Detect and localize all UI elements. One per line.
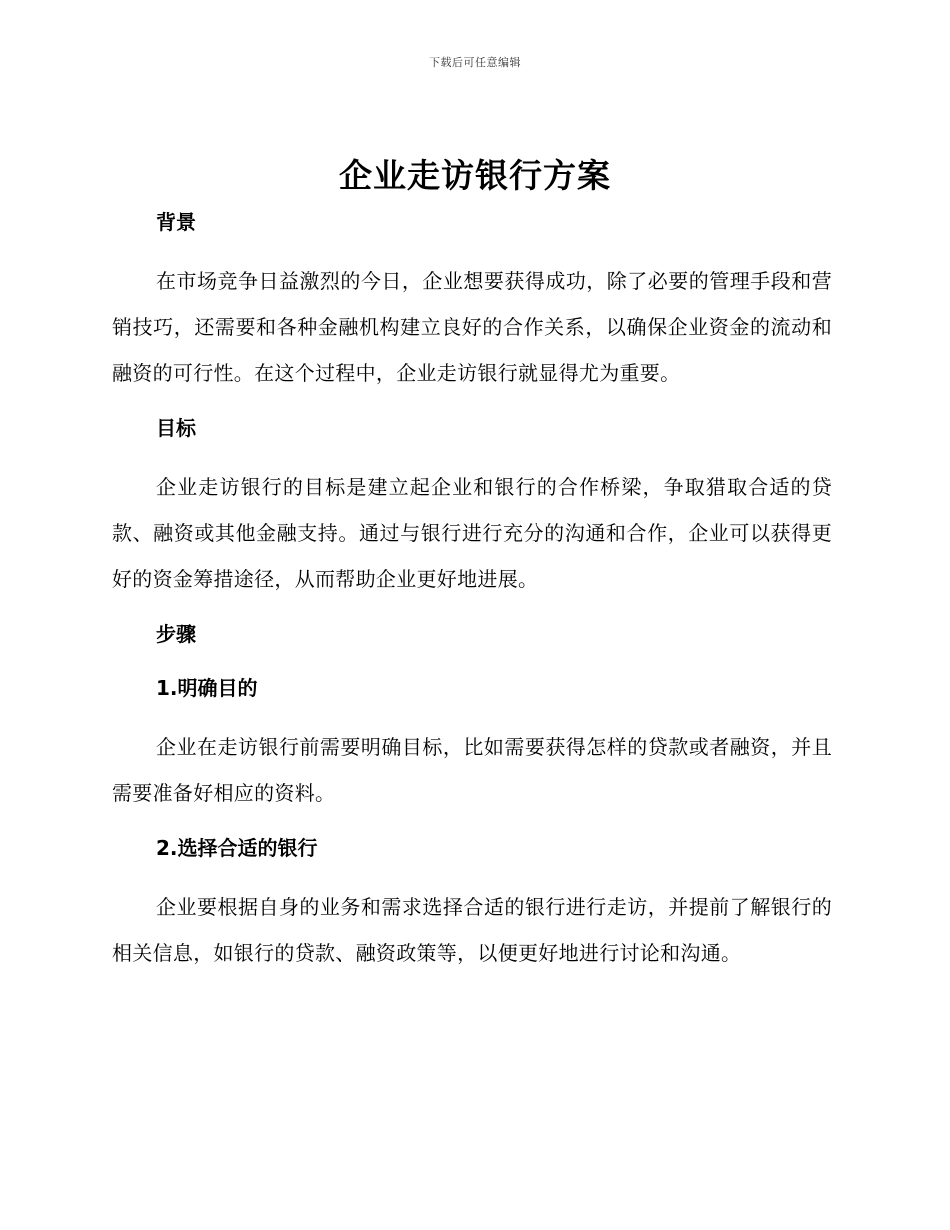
- section-heading-background: 背景: [156, 210, 196, 234]
- section-heading-steps: 步骤: [156, 622, 196, 646]
- section-heading-goal: 目标: [156, 416, 196, 440]
- section-goal: [112, 410, 832, 602]
- step-2: [112, 830, 832, 976]
- section-steps: [112, 616, 832, 976]
- document-body: [112, 204, 832, 976]
- section-paragraph-goal: 企业走访银行的目标是建立起企业和银行的合作桥梁，争取猎取合适的贷款、融资或其他金融支持。通过与银行进行充分的沟通和合作，企业可以获得更好的资金筹措途径，从而帮助企业更好地进展。: [112, 475, 832, 591]
- document-title: 企业走访银行方案: [339, 156, 611, 195]
- step-1: [112, 670, 832, 816]
- section-background: [112, 204, 832, 396]
- section-paragraph-background: 在市场竞争日益激烈的今日，企业想要获得成功，除了必要的管理手段和营销技巧，还需要和各种金融机构建立良好的合作关系，以确保企业资金的流动和融资的可行性。在这个过程中，企业走访银行就显得尤为重要。: [112, 269, 832, 385]
- header-note: 下载后可任意编辑: [429, 56, 521, 69]
- step-heading-1: 1.明确目的: [156, 676, 258, 700]
- step-paragraph-2: 企业要根据自身的业务和需求选择合适的银行进行走访，并提前了解银行的相关信息，如银行的贷款、融资政策等，以便更好地进行讨论和沟通。: [112, 895, 832, 965]
- step-heading-2: 2.选择合适的银行: [156, 836, 318, 860]
- step-paragraph-1: 企业在走访银行前需要明确目标，比如需要获得怎样的贷款或者融资，并且需要准备好相应的资料。: [112, 735, 832, 805]
